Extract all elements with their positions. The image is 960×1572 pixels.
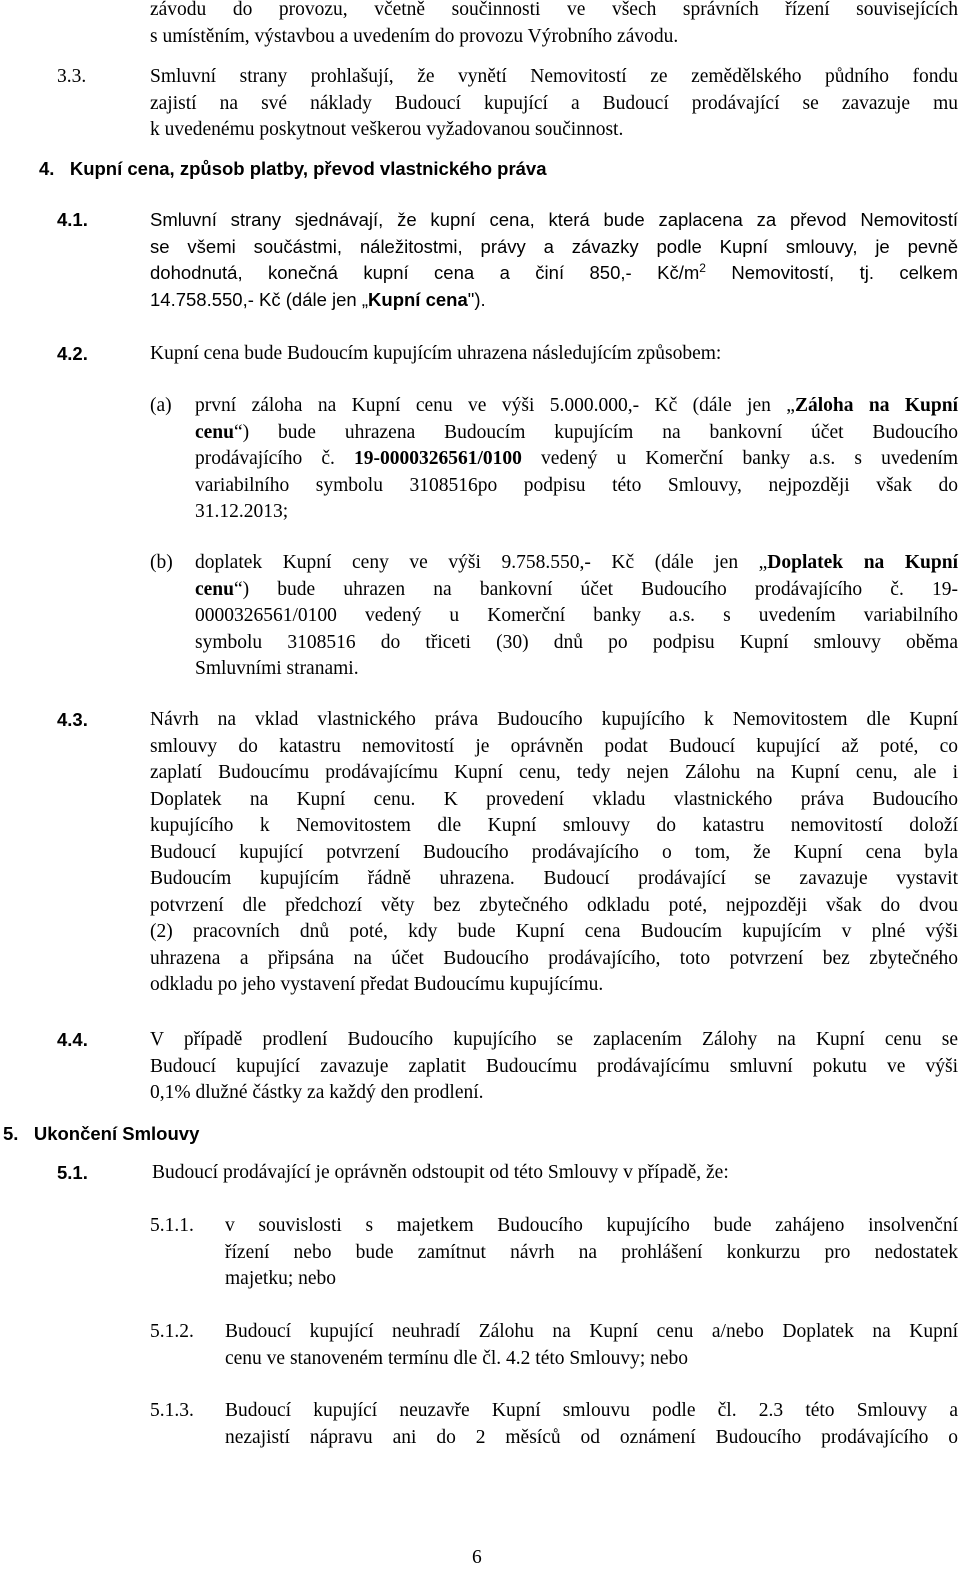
section-heading-5: 5. Ukončení Smlouvy: [3, 1123, 200, 1144]
text-fragment: dohodnutá, konečná kupní cena a činí 850,- Kč/m: [150, 262, 700, 283]
text-fragment: Nemovitostí, tj. celkem: [705, 262, 958, 283]
text-line: Smluvní strany sjednávají, že kupní cena, která bude zaplacena za převod Nemovitostí: [150, 209, 958, 230]
text-line: Návrh na vklad vlastnického práva Budoucího kupujícího k Nemovitostem dle Kupní: [150, 709, 958, 730]
text-line: potvrzení dle předchozí věty bez zbytečného odkladu poté, nejpozději však do dvou: [150, 894, 958, 916]
section-heading-4: 4. Kupní cena, způsob platby, převod vlastnického práva: [39, 158, 547, 179]
text-line: cenu ve stanoveném termínu dle čl. 4.2 této Smlouvy; nebo: [225, 1347, 689, 1369]
text-fragment: “) bude uhrazen na bankovní účet Budoucího prodávajícího č. 19-: [234, 578, 958, 600]
text-fragment: doplatek Kupní ceny ve výši 9.758.550,- Kč (dále jen „: [195, 552, 768, 573]
defined-term: cenu: [195, 578, 234, 600]
item-b-paragraph: [195, 550, 958, 683]
text-line: majetku; nebo: [225, 1268, 337, 1289]
section-3-3-paragraph: [150, 64, 958, 144]
text-line: Budoucím kupujícím řádně uhrazena. Budoucí prodávající se zavazuje vystavit: [150, 868, 958, 889]
text-line: Budoucí kupující zavazuje zaplatit Budoucímu prodávajícímu smluvní pokutu ve výši: [150, 1055, 958, 1077]
text-line: [150, 287, 958, 314]
item-a-paragraph: [195, 393, 958, 526]
text-line: [195, 550, 958, 577]
text-line: Smluvními stranami.: [195, 658, 359, 679]
text-line: Budoucí kupující neuhradí Zálohu na Kupní cenu a/nebo Doplatek na Kupní: [225, 1321, 958, 1342]
text-line: (2) pracovních dnů poté, kdy bude Kupní cena Budoucím kupujícím v plné výši: [150, 921, 958, 942]
item-number-5-1-3: 5.1.3.: [150, 1400, 194, 1421]
account-number: 19-0000326561/0100: [354, 448, 522, 469]
text-line: Doplatek na Kupní cenu. K provedení vkladu vlastnického práva Budoucího: [150, 788, 958, 810]
text-line: Budoucí kupující neuzavře Kupní smlouvu podle čl. 2.3 této Smlouvy a: [225, 1400, 958, 1421]
defined-term: Záloha na Kupní: [794, 395, 958, 416]
item-number-5-1-2: 5.1.2.: [150, 1321, 194, 1342]
section-number-4-4: 4.4.: [57, 1029, 88, 1050]
item-label-b: (b): [150, 552, 173, 573]
section-4-3-paragraph: [150, 707, 958, 999]
text-line: [195, 446, 958, 473]
item-5-1-2-paragraph: [225, 1319, 958, 1372]
text-line: uhrazena a připsána na účet Budoucího prodávajícího, toto potvrzení bez zbytečného: [150, 947, 958, 969]
text-line: zaplatí Budoucímu prodávajícímu Kupní cenu, tedy nejen Zálohu na Kupní cenu, ale i: [150, 762, 958, 783]
item-5-1-1-paragraph: [225, 1213, 958, 1293]
superscript: 2: [699, 260, 706, 275]
text-fragment: první záloha na Kupní cenu ve výši 5.000.000,- Kč (dále jen „: [195, 395, 795, 416]
intro-paragraph: [150, 0, 958, 50]
text-line: [195, 393, 958, 420]
defined-term: Kupní cena: [368, 288, 468, 310]
text-line: odkladu po jeho vystavení předat Budoucímu kupujícímu.: [150, 974, 604, 995]
text-fragment: vedený u Komerční banky a.s. s uvedením: [521, 448, 958, 469]
text-line: kupujícího k Nemovitostem dle Kupní smlouvy do katastru nemovitostí doloží: [150, 815, 958, 836]
section-4-2-intro: Kupní cena bude Budoucím kupujícím uhrazena následujícím způsobem:: [150, 343, 722, 364]
section-number-5-1: 5.1.: [57, 1162, 88, 1183]
text-line: Budoucí kupující potvrzení Budoucího prodávajícího o tom, že Kupní cena byla: [150, 841, 958, 863]
item-number-5-1-1: 5.1.1.: [150, 1215, 194, 1236]
text-line: 0000326561/0100 vedený u Komerční banky a.s. s uvedením variabilního: [195, 605, 958, 626]
text-line: 31.12.2013;: [195, 501, 289, 522]
text-line: [150, 260, 958, 287]
text-line: se všemi součástmi, náležitostmi, právy a závazky podle Kupní smlouvy, je pevně: [150, 235, 958, 257]
section-5-1-intro: Budoucí prodávající je oprávněn odstoupit od této Smlouvy v případě, že:: [152, 1162, 729, 1183]
text-line: [195, 577, 958, 604]
item-label-a: (a): [150, 395, 172, 416]
text-line: závodu do provozu, včetně součinnosti ve všech správních řízení souvisejících: [150, 0, 958, 20]
item-5-1-3-paragraph: [225, 1398, 958, 1451]
page-number: 6: [472, 1547, 482, 1568]
text-line: symbolu 3108516 do třiceti (30) dnů po podpisu Kupní smlouvy oběma: [195, 631, 958, 653]
defined-term: cenu: [195, 421, 234, 443]
section-number-4-2: 4.2.: [57, 343, 88, 364]
text-line: Smluvní strany prohlašují, že vynětí Nemovitostí ze zemědělského půdního fondu: [150, 66, 958, 87]
text-line: 0,1% dlužné částky za každý den prodlení.: [150, 1082, 484, 1103]
text-line: v souvislosti s majetkem Budoucího kupujícího bude zahájeno insolvenční: [225, 1215, 958, 1236]
section-4-1-paragraph: [150, 207, 958, 313]
section-4-4-paragraph: [150, 1027, 958, 1107]
text-line: nezajistí nápravu ani do 2 měsíců od oznámení Budoucího prodávajícího o: [225, 1426, 958, 1448]
text-fragment: prodávajícího č.: [195, 448, 354, 469]
section-number-4-1: 4.1.: [57, 209, 88, 230]
text-line: k uvedenému poskytnout veškerou vyžadovanou součinnost.: [150, 119, 624, 140]
text-line: s umístěním, výstavbou a uvedením do provozu Výrobního závodu.: [150, 25, 679, 47]
defined-term: Doplatek na Kupní: [767, 552, 958, 573]
section-number-4-3: 4.3.: [57, 709, 88, 730]
text-line: řízení nebo bude zamítnut návrh na prohlášení konkurzu pro nedostatek: [225, 1241, 958, 1263]
text-line: [195, 420, 958, 447]
section-number-3-3: 3.3.: [57, 66, 87, 87]
text-line: variabilního symbolu 3108516po podpisu této Smlouvy, nejpozději však do: [195, 474, 958, 496]
text-line: smlouvy do katastru nemovitostí je oprávněn podat Budoucí kupující až poté, co: [150, 735, 958, 757]
text-fragment: “) bude uhrazena Budoucím kupujícím na bankovní účet Budoucího: [234, 421, 958, 443]
text-fragment: ").: [467, 288, 486, 310]
text-fragment: 14.758.550,- Kč (dále jen „: [150, 288, 369, 310]
text-line: V případě prodlení Budoucího kupujícího se zaplacením Zálohy na Kupní cenu se: [150, 1029, 958, 1050]
text-line: zajistí na své náklady Budoucí kupující a Budoucí prodávající se zavazuje mu: [150, 92, 958, 114]
